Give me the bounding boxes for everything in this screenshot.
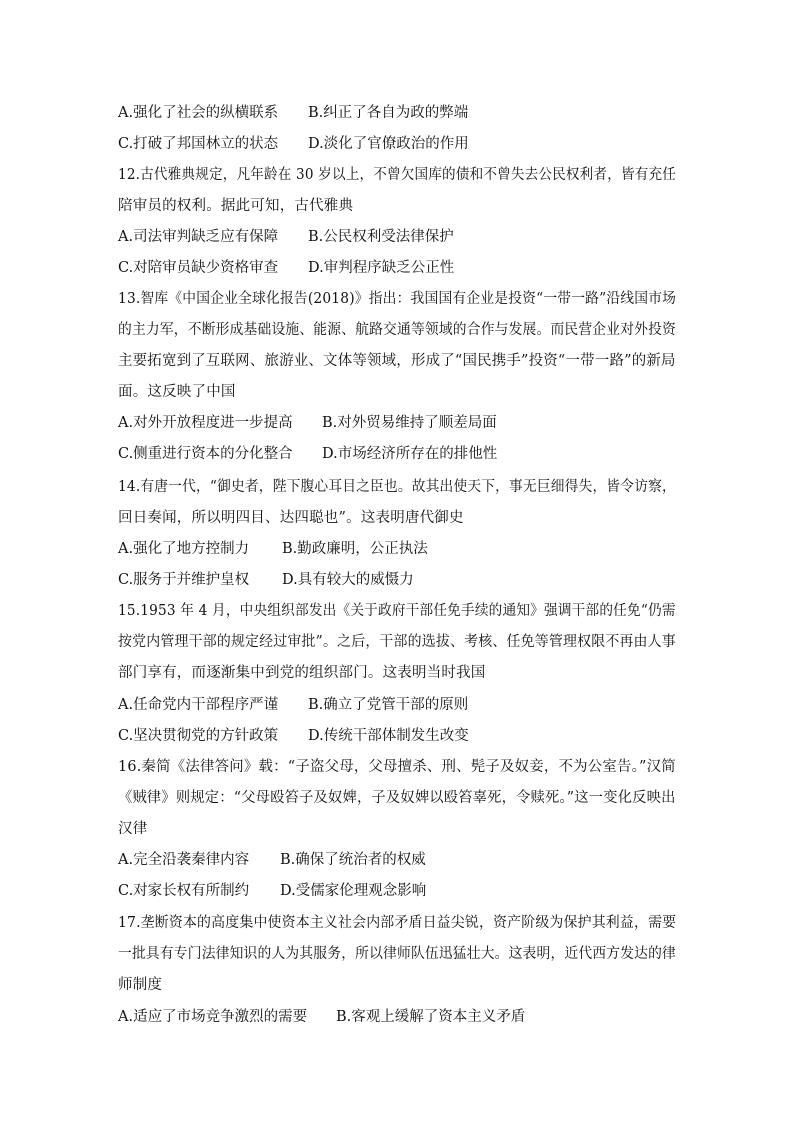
q14-option-b: B.勤政廉明，公正执法 [282,541,428,557]
q16-option-a: A.完全沿袭秦律内容 [118,852,250,868]
q13-option-d: D.市场经济所存在的排他性 [322,446,498,462]
q13-option-a: A.对外开放程度进一步提高 [118,415,293,431]
q13-option-c: C.侧重进行资本的分化整合 [118,446,293,462]
q16-stem-line-3: 汉律 [118,821,148,837]
q12-option-d: D.审判程序缺乏公正性 [308,260,455,276]
q12-stem-line-1: 12.古代雅典规定，凡年龄在 30 岁以上，不曾欠国库的债和不曾失去公民权利者，皆有充任 [118,167,677,183]
q14-option-d: D.具有较大的威慑力 [282,572,414,588]
q17-stem-line-1: 17.垄断资本的高度集中使资本主义社会内部矛盾日益尖锐，资产阶级为保护其利益，需要 [118,915,677,931]
q13-stem-line-3: 主要拓宽到了互联网、旅游业、文体等领域，形成了“国民携手”投资“一带一路”的新局 [118,353,676,369]
q13-stem-line-2: 的主力军，不断形成基础设施、能源、航路交通等领域的合作与发展。而民营企业对外投资 [118,322,677,338]
q15-option-a: A.任命党内干部程序严谨 [118,697,279,713]
q13-stem-line-4: 面。这反映了中国 [118,384,236,400]
q15-option-c: C.坚决贯彻党的方针政策 [118,728,279,744]
q12-stem-line-2: 陪审员的权利。据此可知，古代雅典 [118,198,354,214]
q11-option-c: C.打破了邦国林立的状态 [118,136,279,152]
q16-option-b: B.确保了统治者的权威 [280,852,426,868]
q17-option-b: B.客观上缓解了资本主义矛盾 [336,1009,526,1025]
q17-stem-line-2: 一批具有专门法律知识的人为其服务，所以律师队伍迅猛壮大。这表明，近代西方发达的律 [118,946,677,962]
q16-option-c: C.对家长权有所制约 [118,883,250,899]
q17-option-a: A.适应了市场竞争激烈的需要 [118,1009,308,1025]
q12-option-b: B.公民权利受法律保护 [308,229,454,245]
q15-stem-line-3: 部门享有，而逐渐集中到党的组织部门。这表明当时我国 [118,665,486,681]
q12-option-c: C.对陪审员缺少资格审查 [118,260,279,276]
q17-stem-line-3: 师制度 [118,977,163,993]
q15-option-b: B.确立了党管干部的原则 [308,697,469,713]
q15-stem-line-2: 按党内管理干部的规定经过审批”。之后，干部的选拔、考核、任免等管理权限不再由人事 [118,634,676,650]
q16-stem-line-1: 16.秦简《法律答问》载：“子盗父母，父母擅杀、刑、髡子及奴妾，不为公室告。”汉简 [118,759,676,775]
q15-stem-line-1: 15.1953 年 4 月，中央组织部发出《关于政府干部任免手续的通知》强调干部的任免“仍需 [118,603,676,619]
q12-option-a: A.司法审判缺乏应有保障 [118,229,279,245]
q11-option-b: B.纠正了各自为政的弊端 [308,105,469,121]
q11-option-a: A.强化了社会的纵横联系 [118,105,279,121]
q16-stem-line-2: 《贼律》则规定：“父母殴笞子及奴婢，子及奴婢以殴笞辜死，令赎死。”这一变化反映出 [118,790,676,806]
q14-stem-line-1: 14.有唐一代，“御史者，陛下腹心耳目之臣也。故其出使天下，事无巨细得失，皆令访察， [118,479,676,495]
q13-stem-line-1: 13.智库《中国企业全球化报告(2018)》指出：我国国有企业是投资“一带一路”沿线国市场 [118,291,677,307]
q14-stem-line-2: 回日奏闻，所以明四目、达四聪也”。这表明唐代御史 [118,510,464,526]
q14-option-a: A.强化了地方控制力 [118,541,250,557]
q16-option-d: D.受儒家伦理观念影响 [280,883,427,899]
q13-option-b: B.对外贸易维持了顺差局面 [322,415,497,431]
q11-option-d: D.淡化了官僚政治的作用 [308,136,469,152]
q15-option-d: D.传统干部体制发生改变 [308,728,469,744]
q14-option-c: C.服务于并维护皇权 [118,572,250,588]
